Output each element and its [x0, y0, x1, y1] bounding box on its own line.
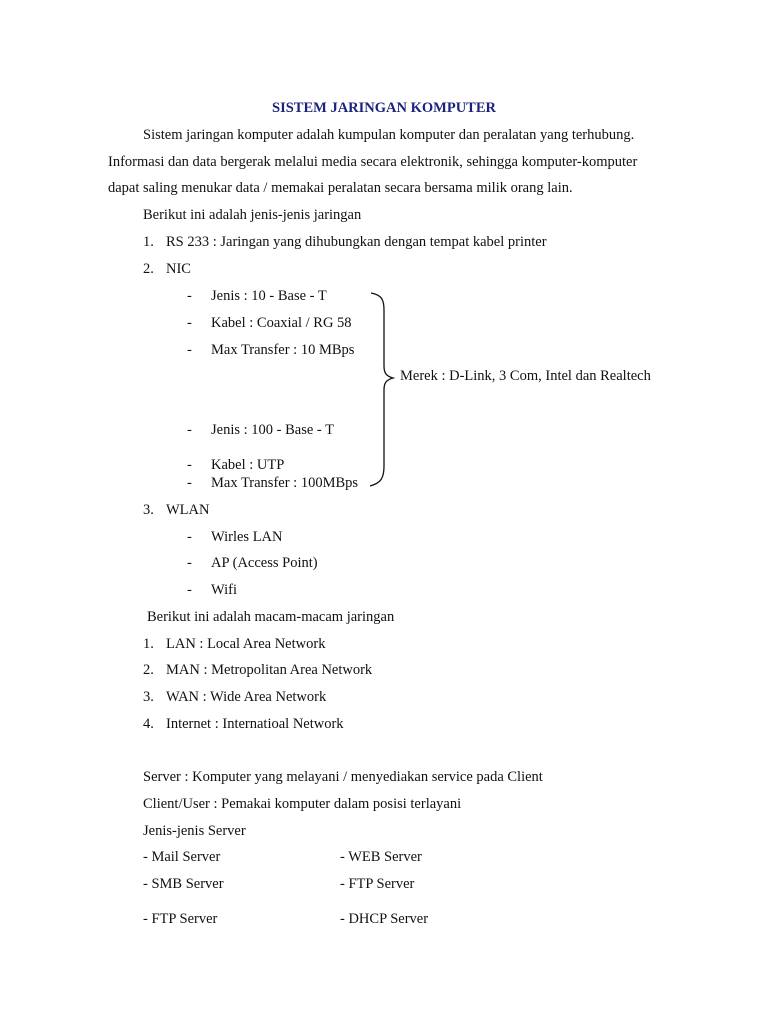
- types-heading: Berikut ini adalah jenis-jenis jaringan: [143, 207, 362, 223]
- servers-heading: Jenis-jenis Server: [143, 823, 246, 839]
- list-number: 4.: [143, 716, 154, 732]
- wlan-item: Wirles LAN: [211, 529, 283, 545]
- bullet-dash: -: [187, 475, 192, 491]
- wlan-item: Wifi: [211, 582, 237, 598]
- intro-line-1: Sistem jaringan komputer adalah kumpulan komputer dan peralatan yang terhubung.: [143, 127, 635, 143]
- server-item: - FTP Server: [340, 876, 415, 892]
- bullet-dash: -: [187, 342, 192, 358]
- list-number: 2.: [143, 261, 154, 277]
- server-definition: Server : Komputer yang melayani / menyediakan service pada Client: [143, 769, 543, 785]
- client-definition: Client/User : Pemakai komputer dalam posisi terlayani: [143, 796, 462, 812]
- list-item-text: LAN : Local Area Network: [166, 636, 326, 652]
- list-number: 3.: [143, 502, 154, 518]
- server-item: - SMB Server: [143, 876, 224, 892]
- document-title: SISTEM JARINGAN KOMPUTER: [272, 100, 496, 116]
- list-number: 1.: [143, 234, 154, 250]
- bullet-dash: -: [187, 315, 192, 331]
- list-item-text: Internet : Internatioal Network: [166, 716, 344, 732]
- bullet-dash: -: [187, 422, 192, 438]
- nic-item: Jenis : 100 - Base - T: [211, 422, 334, 438]
- list-item-text: WLAN: [166, 502, 210, 518]
- list-item-text: RS 233 : Jaringan yang dihubungkan dengan tempat kabel printer: [166, 234, 547, 250]
- server-item: - WEB Server: [340, 849, 422, 865]
- nic-item: Max Transfer : 10 MBps: [211, 342, 355, 358]
- list-number: 1.: [143, 636, 154, 652]
- list-number: 2.: [143, 662, 154, 678]
- nic-item: Max Transfer : 100MBps: [211, 475, 359, 491]
- nic-item: Kabel : UTP: [211, 457, 285, 473]
- bullet-dash: -: [187, 529, 192, 545]
- server-item: - FTP Server: [143, 911, 218, 927]
- bullet-dash: -: [187, 582, 192, 598]
- nic-item: Jenis : 10 - Base - T: [211, 288, 327, 304]
- intro-line-3: dapat saling menukar data / memakai peralatan secara bersama milik orang lain.: [108, 180, 573, 196]
- list-item-text: NIC: [166, 261, 191, 277]
- list-item-text: WAN : Wide Area Network: [166, 689, 327, 705]
- intro-line-2: Informasi dan data bergerak melalui media secara elektronik, sehingga komputer-komputer: [108, 154, 638, 170]
- bullet-dash: -: [187, 288, 192, 304]
- server-item: - DHCP Server: [340, 911, 429, 927]
- bullet-dash: -: [187, 457, 192, 473]
- list-item-text: MAN : Metropolitan Area Network: [166, 662, 373, 678]
- list-number: 3.: [143, 689, 154, 705]
- bullet-dash: -: [187, 555, 192, 571]
- wlan-item: AP (Access Point): [211, 555, 318, 571]
- kinds-heading: Berikut ini adalah macam-macam jaringan: [147, 609, 395, 625]
- nic-item: Kabel : Coaxial / RG 58: [211, 315, 352, 331]
- nic-brand: Merek : D-Link, 3 Com, Intel dan Realtech: [400, 368, 651, 384]
- server-item: - Mail Server: [143, 849, 221, 865]
